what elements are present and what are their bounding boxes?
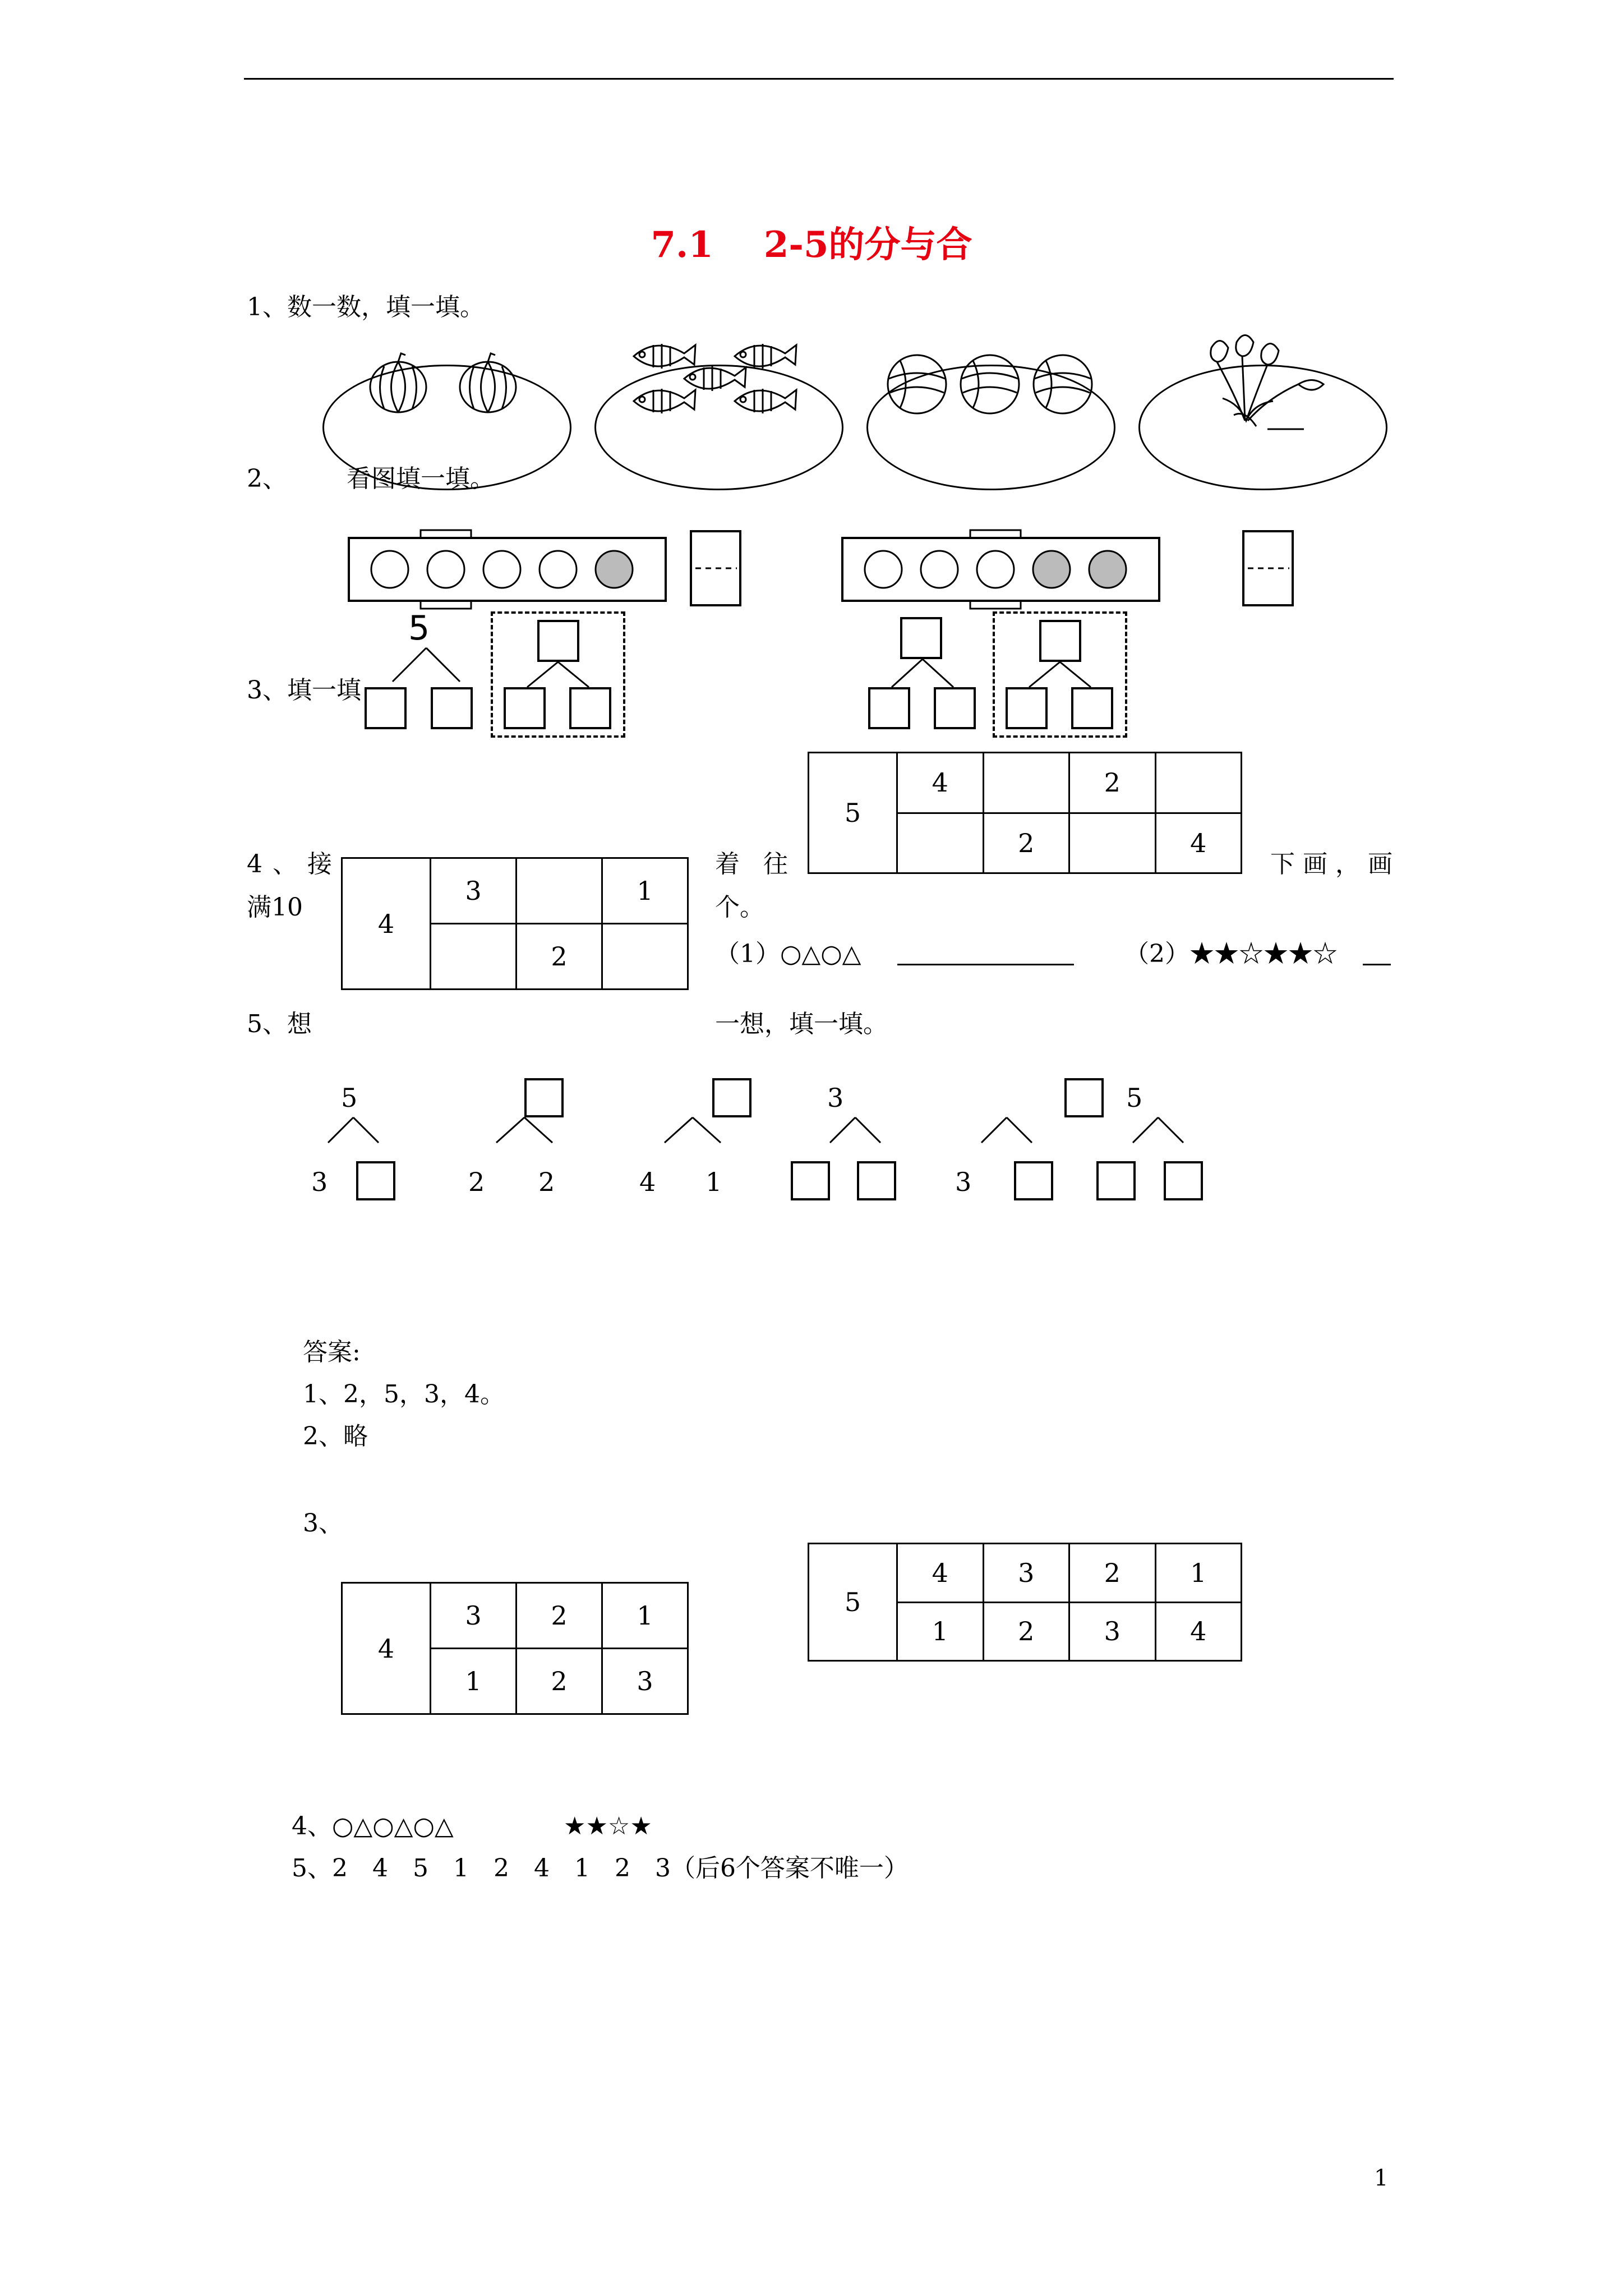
q3-right-cell[interactable] — [897, 813, 984, 873]
q5-tree6-left-top-box[interactable] — [1064, 1078, 1104, 1117]
q4-text-ge: 个。 — [715, 893, 764, 922]
q5-tree3-branches — [662, 1117, 723, 1145]
answer-table-right — [808, 1543, 1242, 1662]
page-title — [0, 216, 1623, 268]
q2-tree1-branches — [381, 648, 471, 687]
ans-right-cell: 2 — [983, 1602, 1069, 1661]
q4-item2: （2）★★☆★★☆ — [1124, 940, 1338, 968]
q5-tree1-top: 5 — [341, 1083, 358, 1113]
q5-tree2-left: 2 — [468, 1167, 485, 1197]
title-number: 7.1 — [651, 224, 713, 266]
q2-tree2-branches — [513, 662, 603, 687]
q2-tree3-branches — [878, 659, 967, 687]
q4-text-mid: 着 往 — [715, 850, 796, 878]
split-card-left — [690, 530, 743, 609]
ans-left-cell: 3 — [602, 1649, 688, 1714]
ans-left-cell: 2 — [517, 1583, 602, 1649]
q5-tree3-top-box[interactable] — [712, 1078, 751, 1117]
q2-tree1-left-box[interactable] — [365, 687, 407, 729]
ans-right-cell: 1 — [1155, 1544, 1242, 1603]
q5-label: 5、想 — [247, 1010, 312, 1038]
q3-right-cell: 4 — [1155, 813, 1242, 873]
q2-tree4-left-box[interactable] — [1006, 687, 1048, 729]
ans-right-cell: 4 — [1155, 1602, 1242, 1661]
q3-right-cell[interactable] — [983, 753, 1069, 813]
q4-label-a: 4、接 — [247, 850, 342, 878]
q3-right-cell[interactable] — [1155, 753, 1242, 813]
q5-tree3-right: 1 — [706, 1167, 722, 1197]
q2-tree2-top-box[interactable] — [537, 620, 579, 662]
q5-tree4-right-box[interactable] — [857, 1161, 896, 1200]
q3-table-right — [808, 752, 1242, 874]
ans-left-head: 4 — [342, 1583, 431, 1714]
q4-item1-blank[interactable] — [897, 964, 1074, 965]
q5-tree2-right: 2 — [538, 1167, 555, 1197]
q3-left-cell[interactable] — [517, 858, 602, 924]
bead-frame-left — [348, 530, 673, 609]
answer-2: 2、略 — [303, 1422, 368, 1451]
answer-5: 5、2 4 5 1 2 4 1 2 3（后6个答案不唯一） — [292, 1854, 909, 1883]
q3-left-cell: 3 — [431, 858, 517, 924]
q2-tree2-right-box[interactable] — [569, 687, 611, 729]
q5-tree1-branches — [325, 1117, 381, 1145]
answer-4b: ★★☆★ — [564, 1812, 652, 1841]
tulip-icons — [1200, 331, 1346, 432]
q3-right-cell[interactable] — [1069, 813, 1156, 873]
ans-right-cell: 1 — [897, 1602, 984, 1661]
q5-tree1-left: 3 — [311, 1167, 328, 1197]
q2-tree4-right-box[interactable] — [1071, 687, 1113, 729]
q5-tree1-right-box[interactable] — [356, 1161, 395, 1200]
ans-right-cell: 4 — [897, 1544, 984, 1603]
q5-tree6-top: 5 — [1126, 1083, 1143, 1113]
q2-tree1-right-box[interactable] — [431, 687, 473, 729]
q3-left-cell[interactable] — [602, 924, 688, 990]
q2-tree-top-number: 5 — [408, 609, 430, 648]
q5-tree6-left-box[interactable] — [1096, 1161, 1136, 1200]
ans-left-cell: 1 — [602, 1583, 688, 1649]
q5-tree4-branches — [827, 1117, 883, 1145]
q3-left-cell: 2 — [517, 924, 602, 990]
q4-item1: （1）○△○△ — [715, 940, 861, 968]
q3-left-cell[interactable] — [431, 924, 517, 990]
q1-label: 1、数一数，填一填。 — [247, 293, 485, 321]
page-number: 1 — [1374, 2165, 1389, 2191]
q3-right-cell: 2 — [983, 813, 1069, 873]
q3-label: 3、填一填 — [247, 676, 361, 705]
fish-icons — [623, 328, 813, 435]
ans-left-cell: 1 — [431, 1649, 517, 1714]
header-rule — [244, 78, 1394, 80]
bead-frame-right — [841, 530, 1166, 609]
split-card-right — [1242, 530, 1295, 609]
ans-left-cell: 3 — [431, 1583, 517, 1649]
ball-icons — [883, 351, 1102, 418]
q3-left-cell: 1 — [602, 858, 688, 924]
q2-tree3-top-box[interactable] — [900, 617, 942, 659]
q3-table-left — [341, 857, 689, 990]
q5-tree3-left: 4 — [639, 1167, 656, 1197]
q5-tree6-right-box[interactable] — [1164, 1161, 1203, 1200]
q4-item2-blank[interactable] — [1363, 964, 1391, 965]
q3-left-head: 4 — [342, 858, 431, 990]
q2-tree3-left-box[interactable] — [868, 687, 910, 729]
q5-tree6-branches — [1130, 1117, 1186, 1145]
q3-right-cell: 4 — [897, 753, 984, 813]
q5-tree5-left: 3 — [955, 1167, 972, 1197]
answer-4a: 4、○△○△○△ — [292, 1812, 454, 1841]
q2-tree2-left-box[interactable] — [504, 687, 546, 729]
q2-text: 看图填一填。 — [347, 464, 495, 493]
answer-1: 1、2，5，3，4。 — [303, 1380, 505, 1409]
q5-tree5-branches — [979, 1117, 1035, 1145]
q2-tree4-top-box[interactable] — [1039, 620, 1081, 662]
answers-heading: 答案: — [303, 1338, 361, 1366]
ans-right-cell: 3 — [1069, 1602, 1156, 1661]
q5-tree5-right-box[interactable] — [1014, 1161, 1053, 1200]
q5-tree4-left-box[interactable] — [791, 1161, 830, 1200]
q3-right-head: 5 — [809, 753, 897, 873]
ans-left-cell: 2 — [517, 1649, 602, 1714]
pumpkin-icons — [367, 351, 524, 418]
q5-tree2-top-box[interactable] — [524, 1078, 564, 1117]
ans-right-head: 5 — [809, 1544, 897, 1661]
q5-text: 一想，填一填。 — [715, 1010, 888, 1038]
answer-table-left — [341, 1582, 689, 1715]
q5-tree4-top: 3 — [827, 1083, 844, 1113]
q2-tree3-right-box[interactable] — [934, 687, 976, 729]
q2-label: 2、 — [247, 464, 287, 493]
q4-text-right: 下画，画 — [1270, 850, 1400, 878]
title-text: 2-5的分与合 — [763, 224, 972, 266]
q3-right-cell: 2 — [1069, 753, 1156, 813]
q5-tree2-branches — [494, 1117, 555, 1145]
answer-3-label: 3、 — [303, 1509, 343, 1538]
ans-right-cell: 2 — [1069, 1544, 1156, 1603]
ans-right-cell: 3 — [983, 1544, 1069, 1603]
q4-label-b: 满10 — [247, 893, 303, 922]
q2-tree4-branches — [1015, 662, 1105, 687]
